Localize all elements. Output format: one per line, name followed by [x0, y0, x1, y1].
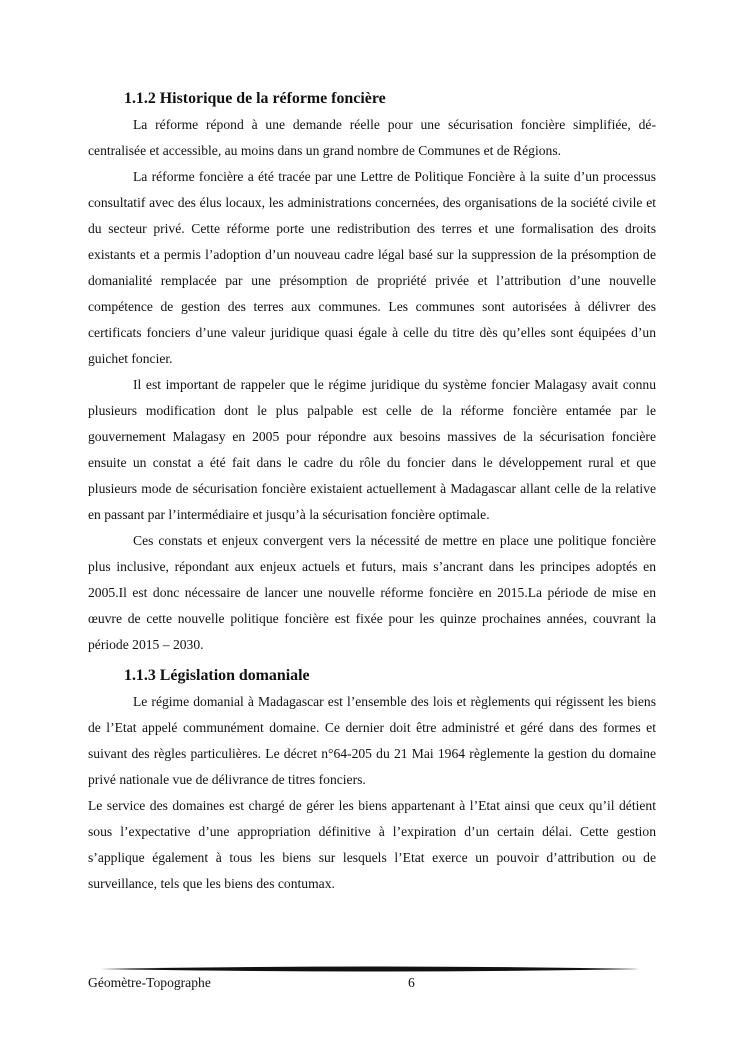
- paragraph: Il est important de rappeler que le régime juridique du système foncier Malagasy avait connu plusieurs modification dont le plus palpable est celle de la réforme foncière entamée par le gouvernement Malagasy en 2005 pour répondre aux besoins massives de la sécurisation foncière ensuite un constat a été fait dans le cadre du rôle du foncier dans le développement rural et que plusieurs mode de sécurisation foncière existaient actuellement à Madagascar allant celle de la relative en passant par l’intermédiaire et jusqu’à la sécurisation foncière optimale.: [88, 377, 656, 522]
- page-body: [88, 86, 656, 897]
- section-heading-legislation: 1.1.3 Législation domaniale: [124, 667, 310, 684]
- section-heading-historique: 1.1.2 Historique de la réforme foncière: [124, 90, 386, 107]
- page-number: 6: [408, 975, 415, 990]
- footer-divider: [100, 964, 640, 974]
- paragraph: La réforme foncière a été tracée par une Lettre de Politique Foncière à la suite d’un processus consultatif avec des élus locaux, les administrations concernées, des organisations de la société civile et du secteur privé. Cette réforme porte une redistribution des terres et une formalisation des droits existants et a permis l’adoption d’un nouveau cadre légal basé sur la suppression de la présomption de domanialité remplacée par une présomption de propriété privée et l’attribution d’une nouvelle compétence de gestion des terres aux communes. Les communes sont autorisées à délivrer des certificats fonciers d’une valeur juridique quasi égale à celle du titre dès qu’elles sont équipées d’un guichet foncier.: [88, 169, 656, 366]
- paragraph: La réforme répond à une demande réelle pour une sécurisation foncière simplifiée, décentralisée et accessible, au moins dans un grand nombre de Communes et de Régions.: [88, 117, 656, 158]
- paragraph: Ces constats et enjeux convergent vers la nécessité de mettre en place une politique foncière plus inclusive, répondant aux enjeux actuels et futurs, mais s’ancrant dans les principes adoptés en 2005.Il est donc nécessaire de lancer une nouvelle réforme foncière en 2015.La période de mise en œuvre de cette nouvelle politique foncière est fixée pour les quinze prochaines années, couvrant la période 2015 – 2030.: [88, 533, 656, 652]
- paragraph: Le service des domaines est chargé de gérer les biens appartenant à l’Etat ainsi que ceux qu’il détient sous l’expectative d’une appropriation définitive à l’expiration d’un certain délai. Cette gestion s’applique également à tous les biens sur lesquels l’Etat exerce un pouvoir d’attribution ou de surveillance, tels que les biens des contumax.: [88, 798, 656, 891]
- footer-title: Géomètre-Topographe: [88, 975, 211, 990]
- paragraph: Le régime domanial à Madagascar est l’ensemble des lois et règlements qui régissent les biens de l’Etat appelé communément domaine. Ce dernier doit être administré et géré dans des formes et suivant des règles particulières. Le décret n°64-205 du 21 Mai 1964 règlemente la gestion du domaine privé nationale vue de délivrance de titres fonciers.: [88, 694, 656, 787]
